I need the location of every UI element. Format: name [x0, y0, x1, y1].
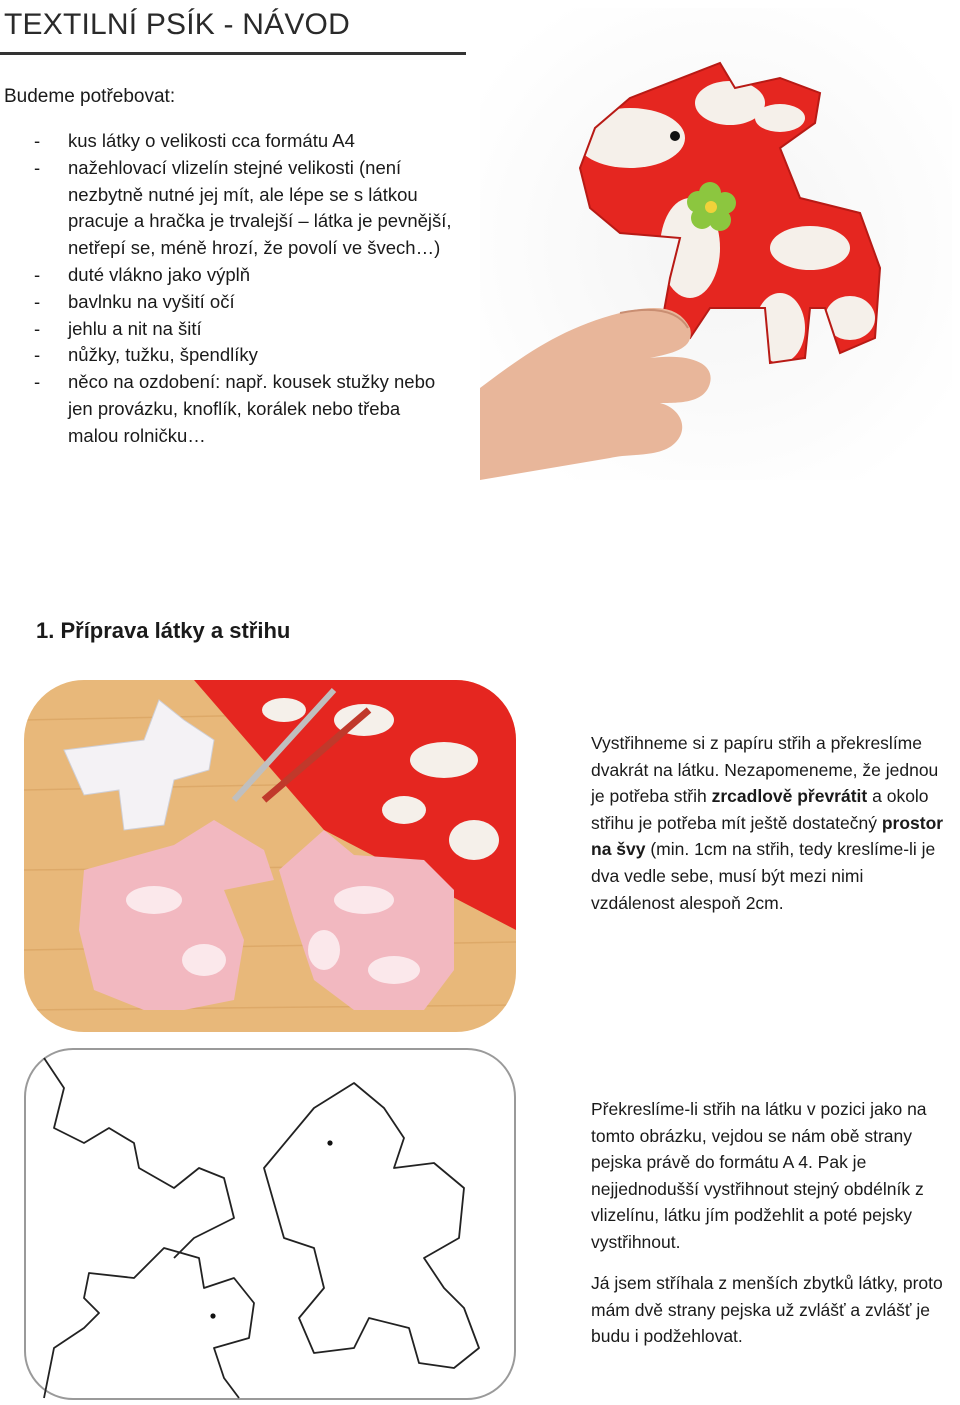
materials-label: Budeme potřebovat:: [4, 86, 176, 107]
list-item: - duté vlákno jako výplň: [34, 263, 251, 285]
fabric-pattern-photo: [24, 680, 516, 1032]
dog-pattern-outline: [24, 1048, 516, 1400]
list-item: - nažehlovací vlizelín stejné velikosti (není nezbytně nutné jej mít, ale lépe se s látkou pracuje a hračka je trvalejší – látka je pevnější, netřepí se, méně hrozí, že povolí ve švech…): [34, 156, 452, 259]
document-title: TEXTILNÍ PSÍK - NÁVOD: [4, 8, 350, 41]
list-item: - něco na ozdobení: např. kousek stužky nebo jen provázku, knoflík, korálek nebo třeba malou rolničku…: [34, 371, 436, 446]
list-item: - nůžky, tužku, špendlíky: [34, 344, 258, 366]
paragraph-scraps-note: Já jsem stříhala z menších zbytků látky, proto mám dvě strany pejska už zvlášť a zvlášť je budu i podžehlovat.: [591, 1273, 943, 1347]
section-heading: 1. Příprava látky a střihu: [36, 618, 291, 643]
materials-list: [34, 128, 454, 450]
toy-dog-photo: [480, 8, 952, 480]
paragraph-pattern-transfer: Vystřihneme si z papíru střih a překreslíme dvakrát na látku. Nezapomeneme, že jednou je potřeba střih zrcadlově převrátit a okolo střihu je potřeba mít ještě dostatečný prostor na švy (min. 1cm na střih, tedy kreslíme-li je dva vedle sebe, musí být mezi nimi vzdálenost alespoň 2cm.: [591, 733, 944, 913]
list-item: - jehlu a nit na šití: [34, 317, 202, 339]
list-item: - bavlnku na vyšití očí: [34, 290, 235, 312]
paragraph-a4-layout: Překreslíme-li střih na látku v pozici jako na tomto obrázku, vejdou se nám obě strany pejska právě do formátu A 4. Pak je nejjednodušší vystřihnout stejný obdélník z vlizelínu, látku jím podžehlit a poté pejsky vystřihnout.: [591, 1099, 927, 1252]
list-item: - kus látky o velikosti cca formátu A4: [34, 130, 355, 151]
title-underline: [0, 52, 466, 55]
